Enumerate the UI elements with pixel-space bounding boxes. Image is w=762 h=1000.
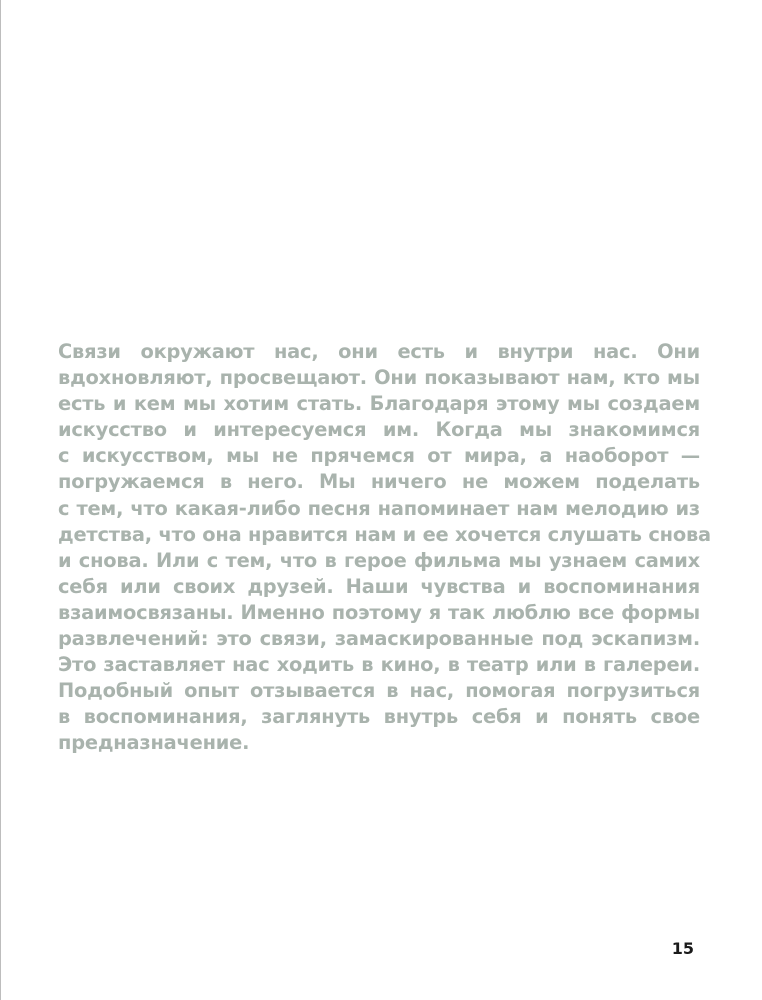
paragraph-line: Подобный опыт отзывается в нас, помогая погрузиться — [58, 679, 700, 703]
paragraph-line: искусство и интересуемся им. Когда мы знакомимся — [58, 418, 700, 442]
paragraph-line: и снова. Или с тем, что в герое фильма мы узнаем самих — [58, 548, 700, 572]
paragraph-line: в воспоминания, заглянуть внутрь себя и понять свое — [58, 705, 700, 729]
paragraph-line: вдохновляют, просвещают. Они показывают нам, кто мы — [58, 366, 700, 390]
paragraph-line: Связи окружают нас, они есть и внутри нас. Они — [58, 340, 700, 363]
body-paragraph — [58, 339, 711, 757]
paragraph-line: предназначение. — [58, 731, 250, 755]
paragraph-line: с искусством, мы не прячемся от мира, а наоборот — — [58, 444, 700, 468]
paragraph-line: есть и кем мы хотим стать. Благодаря этому мы создаем — [58, 392, 700, 416]
page-number: 15 — [671, 939, 694, 958]
paragraph-line: себя или своих друзей. Наши чувства и воспоминания — [58, 574, 700, 598]
page-edge-line — [0, 0, 1, 1000]
paragraph-line: Это заставляет нас ходить в кино, в театр или в галереи. — [58, 653, 700, 677]
paragraph-line: с тем, что какая-либо песня напоминает нам мелодию из — [58, 496, 700, 520]
paragraph-line: погружаемся в него. Мы ничего не можем поделать — [58, 470, 700, 494]
paragraph-line: развлечений: это связи, замаскированные под эскапизм. — [58, 627, 700, 651]
paragraph-line: детства, что она нравится нам и ее хочется слушать снова — [58, 522, 711, 546]
paragraph-line: взаимосвязаны. Именно поэтому я так люблю все формы — [58, 600, 700, 624]
